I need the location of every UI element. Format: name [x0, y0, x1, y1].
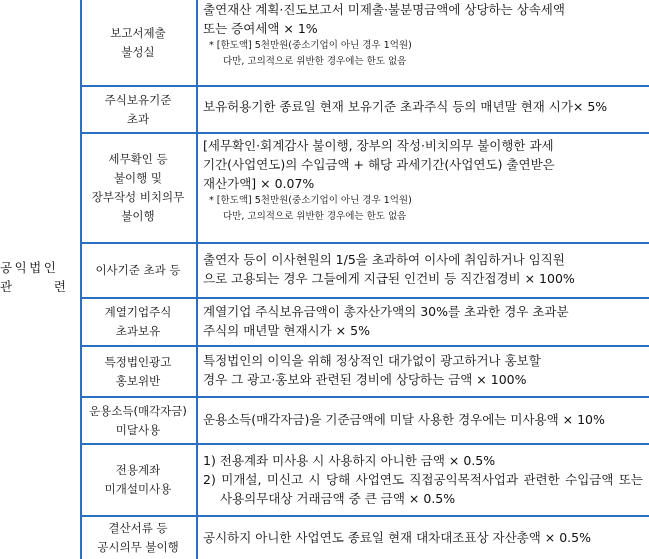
category-label: 계열기업주식 초과보유	[104, 305, 172, 338]
category-cell	[80, 517, 196, 559]
description-line: 보유허용기한 종료일 현재 보유기준 초과주식 등의 매년말 현재 시가× 5%	[203, 99, 608, 114]
category-label: 보고서제출 불성실	[110, 25, 166, 59]
category-cell	[80, 87, 196, 132]
description-line: 경우 그 광고·홍보와 관련된 경비에 상당하는 금액 × 100%	[203, 372, 527, 387]
side-label-line1: 공익법인	[0, 260, 59, 275]
limit-note: * [한도액] 5천만원(중소기업이 아닌 경우 1억원)	[209, 195, 412, 206]
category-cell	[80, 347, 196, 396]
category-label: 운용소득(매각자금) 미달사용	[89, 403, 187, 437]
description-cell	[203, 528, 643, 547]
description-cell	[203, 136, 643, 225]
limit-note: * [한도액] 5천만원(중소기업이 아닌 경우 1억원)	[209, 40, 412, 51]
category-cell	[80, 299, 196, 345]
category-label: 특정법인광고 홍보위반	[104, 354, 172, 388]
category-label: 주식보유기준 초과	[104, 92, 172, 126]
category-cell	[80, 0, 196, 85]
limit-note: 다만, 고의적으로 위반한 경우에는 한도 없음	[223, 211, 407, 222]
description-line: 공시하지 아니한 사업연도 종료일 현재 대차대조표상 자산총액 × 0.5%	[203, 530, 591, 545]
category-cell	[80, 398, 196, 443]
description-line: 계열기업 주식보유금액이 총자산가액의 30%를 초과한 경우 초과분	[203, 304, 569, 319]
description-cell	[203, 351, 643, 389]
category-cell	[80, 445, 196, 515]
description-line: 재산가액] × 0.07%	[203, 176, 315, 191]
category-label: 이사기준 초과 등	[95, 263, 181, 277]
description-line: 특정법인의 이익을 위해 정상적인 대가없이 광고하거나 홍보할	[203, 353, 541, 368]
description-cell	[203, 451, 643, 508]
description-line: 주식의 매년말 현재시가 × 5%	[203, 323, 370, 338]
category-cell	[80, 134, 196, 242]
list-item: 2) 미개설, 미신고 시 당해 사업연도 직접공익목적사업과 관련한 수입금액 또는 사용의무대상 거래금액 중 큰 금액 × 0.5%	[203, 472, 643, 506]
category-label: 세무확인 등 불이행 및 장부작성 비치의무 불이행	[91, 152, 185, 223]
category-label: 전용계좌 미개설미사용	[104, 463, 172, 496]
list-item: 1) 전용계좌 미사용 시 사용하지 아니한 금액 × 0.5%	[203, 453, 496, 468]
description-cell	[203, 410, 643, 429]
description-line: 으로 고용되는 경우 그들에게 지급된 인건비 등 직간접경비 × 100%	[203, 271, 575, 286]
side-category-label	[0, 258, 72, 296]
description-cell	[203, 302, 643, 340]
column-divider	[196, 0, 198, 559]
description-cell	[203, 0, 643, 70]
category-label: 결산서류 등 공시의무 불이행	[97, 521, 179, 554]
description-line: 또는 증여세액 × 1%	[203, 21, 318, 36]
description-line: 기간(사업연도)의 수입금액 + 해당 과세기간(사업연도) 출연받은	[203, 157, 555, 172]
description-line: 출연재산 계획·진도보고서 미제출·불분명금액에 상당하는 상속세액	[203, 2, 565, 17]
description-line: [세무확인·회계감사 불이행, 장부의 작성·비치의무 불이행한 과세	[203, 138, 554, 153]
side-label-line2	[0, 277, 66, 296]
description-cell	[203, 250, 643, 288]
category-cell	[80, 244, 196, 297]
limit-note: 다만, 고의적으로 위반한 경우에는 한도 없음	[223, 56, 407, 67]
description-line: 출연자 등이 이사현원의 1/5을 초과하여 이사에 취임하거나 임직원	[203, 252, 565, 267]
side-label-char: 관	[0, 279, 13, 294]
description-line: 운용소득(매각자금)을 기준금액에 미달 사용한 경우에는 미사용액 × 10%	[203, 412, 605, 427]
side-label-char: 련	[53, 279, 66, 294]
description-cell	[203, 97, 643, 116]
